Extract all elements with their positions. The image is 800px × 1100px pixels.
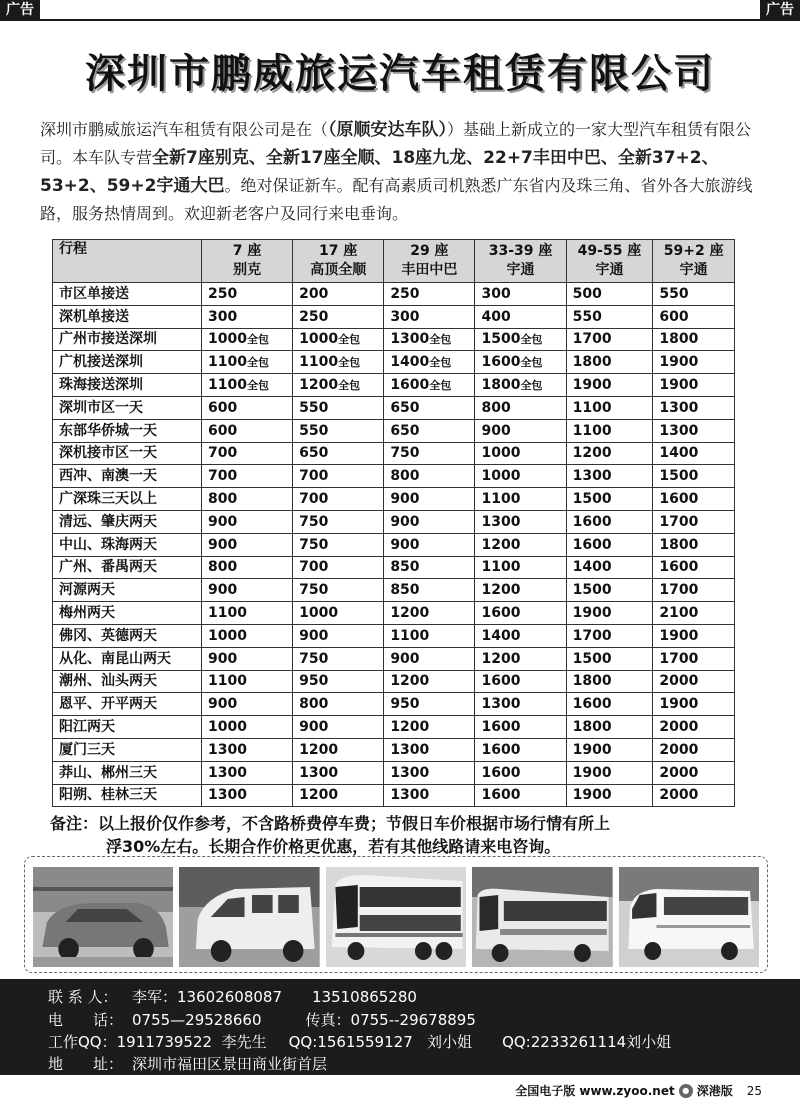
price-cell: 800 [293, 693, 384, 716]
route-cell: 广机接送深圳 [53, 351, 202, 374]
contact-line-person: 联 系 人： 李军：13602608087 13510865280 [48, 988, 417, 1006]
price-cell: 1900 [653, 624, 735, 647]
price-cell: 750 [293, 510, 384, 533]
price-cell: 1300 [475, 510, 566, 533]
table-row [53, 283, 735, 306]
table-row [53, 602, 735, 625]
table-row [53, 670, 735, 693]
phone-number[interactable]: 0755—29528660 [132, 1011, 262, 1029]
header-vehicle-4 [566, 240, 653, 283]
price-cell: 900 [384, 533, 475, 556]
footer-site[interactable]: 全国电子版 www.zyoo.net [515, 1084, 675, 1098]
table-row [53, 716, 735, 739]
qq-3[interactable]: 2233261114刘小姐 [530, 1033, 672, 1051]
price-cell: 1200 [384, 716, 475, 739]
table-row [53, 396, 735, 419]
price-cell: 700 [293, 465, 384, 488]
price-cell: 700 [293, 488, 384, 511]
route-cell: 珠海接送深圳 [53, 374, 202, 397]
price-cell: 200 [293, 283, 384, 306]
price-cell: 1100全包 [202, 374, 293, 397]
route-cell: 广州、番禺两天 [53, 556, 202, 579]
price-cell: 1600 [475, 761, 566, 784]
header-seats: 7 座 [232, 243, 262, 259]
price-cell: 1500 [653, 465, 735, 488]
price-cell: 1700 [566, 328, 653, 351]
page-footer [515, 1082, 762, 1099]
mobile-2[interactable]: 13510865280 [312, 988, 417, 1006]
route-cell: 从化、南昆山两天 [53, 647, 202, 670]
price-cell: 1100 [202, 602, 293, 625]
price-cell: 750 [384, 442, 475, 465]
price-cell: 1900 [566, 602, 653, 625]
price-cell: 1700 [653, 510, 735, 533]
route-cell: 广州市接送深圳 [53, 328, 202, 351]
price-cell: 1600 [475, 716, 566, 739]
price-cell: 600 [202, 396, 293, 419]
route-cell: 深机单接送 [53, 305, 202, 328]
price-cell: 400 [475, 305, 566, 328]
price-cell: 500 [566, 283, 653, 306]
price-cell: 2100 [653, 602, 735, 625]
table-row [53, 465, 735, 488]
price-cell: 750 [293, 647, 384, 670]
price-cell: 1000 [202, 716, 293, 739]
price-cell: 900 [384, 647, 475, 670]
qq-1[interactable]: 1911739522 [116, 1033, 213, 1051]
price-cell: 1200 [293, 738, 384, 761]
price-cell: 1200 [475, 647, 566, 670]
price-cell: 1000 [475, 465, 566, 488]
price-cell: 1500 [566, 488, 653, 511]
price-cell: 900 [202, 647, 293, 670]
price-cell: 1300 [293, 761, 384, 784]
ad-tag-left: 广告 [0, 0, 40, 20]
route-cell: 阳江两天 [53, 716, 202, 739]
route-cell: 西冲、南澳一天 [53, 465, 202, 488]
qq-2[interactable]: 1561559127 [317, 1033, 413, 1051]
header-seats: 33-39 座 [488, 243, 553, 259]
page-number: 25 [746, 1083, 762, 1098]
table-header-row [53, 240, 735, 283]
note [50, 812, 770, 858]
price-cell: 1100 [202, 670, 293, 693]
table-row [53, 556, 735, 579]
footer-edition: 深港版 [696, 1084, 733, 1098]
price-cell: 1400 [475, 624, 566, 647]
price-cell: 1600全包 [475, 351, 566, 374]
header-model: 宇通 [506, 262, 535, 278]
price-cell: 1600 [566, 533, 653, 556]
price-cell: 1300 [384, 738, 475, 761]
header-vehicle-0 [202, 240, 293, 283]
route-cell: 深圳市区一天 [53, 396, 202, 419]
price-cell: 1200 [384, 670, 475, 693]
price-cell: 750 [293, 533, 384, 556]
price-cell: 1600 [475, 670, 566, 693]
package-suffix: 全包 [520, 355, 543, 369]
price-cell: 550 [566, 305, 653, 328]
note-line-2: 浮30%左右。长期合作价格更优惠，若有其他线路请来电咨询。 [106, 837, 561, 856]
photo-toyota-coaster [619, 867, 759, 967]
price-cell: 2000 [653, 670, 735, 693]
price-cell: 1300 [202, 761, 293, 784]
table-row [53, 624, 735, 647]
price-cell: 1000 [475, 442, 566, 465]
price-cell: 1300 [384, 784, 475, 807]
edition-badge-icon: ● [679, 1084, 693, 1098]
header-vehicle-5 [653, 240, 735, 283]
route-cell: 潮州、汕头两天 [53, 670, 202, 693]
price-cell: 1300 [566, 465, 653, 488]
price-cell: 700 [293, 556, 384, 579]
price-cell: 1800全包 [475, 374, 566, 397]
price-cell: 1900 [653, 374, 735, 397]
price-cell: 1200 [475, 579, 566, 602]
header-vehicle-3 [475, 240, 566, 283]
price-cell: 1600 [566, 693, 653, 716]
table-row [53, 784, 735, 807]
header-model: 高顶全顺 [310, 262, 367, 278]
table-row [53, 533, 735, 556]
price-cell: 1900 [566, 374, 653, 397]
package-suffix: 全包 [246, 355, 269, 369]
price-cell: 1600 [475, 602, 566, 625]
table-row [53, 761, 735, 784]
price-cell: 1200 [293, 784, 384, 807]
price-cell: 1100全包 [293, 351, 384, 374]
price-cell: 1800 [653, 328, 735, 351]
price-cell: 1700 [653, 579, 735, 602]
price-cell: 1900 [566, 738, 653, 761]
price-cell: 1100 [475, 488, 566, 511]
price-cell: 2000 [653, 738, 735, 761]
price-cell: 1100 [566, 419, 653, 442]
price-cell: 900 [202, 533, 293, 556]
price-cell: 300 [475, 283, 566, 306]
price-cell: 800 [384, 465, 475, 488]
price-cell: 1900 [653, 351, 735, 374]
price-cell: 550 [293, 419, 384, 442]
price-cell: 700 [202, 465, 293, 488]
price-cell: 1000全包 [202, 328, 293, 351]
price-cell: 1300全包 [384, 328, 475, 351]
price-cell: 900 [475, 419, 566, 442]
price-cell: 1100 [384, 624, 475, 647]
table-row [53, 693, 735, 716]
header-model: 别克 [233, 262, 262, 278]
header-seats: 17 座 [319, 243, 358, 259]
table-row [53, 374, 735, 397]
price-cell: 1900 [566, 761, 653, 784]
price-cell: 250 [384, 283, 475, 306]
photo-ford-transit [179, 867, 319, 967]
intro-paragraph: 深圳市鹏威旅运汽车租赁有限公司是在（（原顺安达车队））基础上新成立的一家大型汽车租赁有限公司。本车队专营全新7座别克、全新17座全顺、18座九龙、22+7丰田中巴、全新37+2、53+2、59+2宇通大巴。绝对保证新车。配有高素质司机熟悉广东省内及珠三角、省外各大旅游线路，服务热情周到。欢迎新老客户及同行来电垂询。 [40, 120, 753, 223]
price-cell: 900 [202, 579, 293, 602]
table-row [53, 510, 735, 533]
price-cell: 2000 [653, 761, 735, 784]
price-cell: 550 [293, 396, 384, 419]
price-cell: 1600 [653, 488, 735, 511]
contact-block [0, 979, 800, 1075]
table-row [53, 579, 735, 602]
route-cell: 莽山、郴州三天 [53, 761, 202, 784]
price-cell: 650 [384, 419, 475, 442]
price-cell: 1200 [475, 533, 566, 556]
photo-yutong-double-decker [326, 867, 466, 967]
table-row [53, 488, 735, 511]
top-divider [0, 19, 800, 21]
route-cell: 广深珠三天以上 [53, 488, 202, 511]
contact-line-phone: 电 话： 0755—29528660 传真：0755--29678895 [48, 1011, 476, 1029]
route-cell: 河源两天 [53, 579, 202, 602]
price-cell: 1500 [566, 647, 653, 670]
price-cell: 850 [384, 556, 475, 579]
price-cell: 950 [293, 670, 384, 693]
price-cell: 1700 [653, 647, 735, 670]
page-title: 深圳市鹏威旅运汽车租赁有限公司 [85, 50, 715, 97]
price-cell: 900 [202, 693, 293, 716]
price-cell: 650 [384, 396, 475, 419]
price-cell: 1400 [566, 556, 653, 579]
price-cell: 1300 [202, 784, 293, 807]
price-cell: 1000 [202, 624, 293, 647]
package-suffix: 全包 [520, 332, 543, 346]
price-cell: 1800 [566, 670, 653, 693]
table-row [53, 305, 735, 328]
price-cell: 1800 [566, 351, 653, 374]
price-cell: 1800 [653, 533, 735, 556]
note-line-1: 备注：以上报价仅作参考，不含路桥费停车费；节假日车价根据市场行情有所上 [50, 814, 611, 833]
package-suffix: 全包 [246, 378, 269, 392]
route-cell: 市区单接送 [53, 283, 202, 306]
price-cell: 550 [653, 283, 735, 306]
route-cell: 深机接市区一天 [53, 442, 202, 465]
photo-yutong-coach [472, 867, 612, 967]
package-suffix: 全包 [429, 378, 452, 392]
price-cell: 1500 [566, 579, 653, 602]
mobile-1[interactable]: 13602608087 [177, 988, 282, 1006]
price-cell: 800 [202, 488, 293, 511]
package-suffix: 全包 [246, 332, 269, 346]
price-cell: 1600 [566, 510, 653, 533]
price-cell: 1200 [384, 602, 475, 625]
address: 深圳市福田区景田商业街首层 [132, 1055, 328, 1073]
price-cell: 300 [202, 305, 293, 328]
price-cell: 1400全包 [384, 351, 475, 374]
table-row [53, 351, 735, 374]
price-cell: 1200 [566, 442, 653, 465]
price-cell: 1100 [566, 396, 653, 419]
price-cell: 1700 [566, 624, 653, 647]
price-cell: 1300 [384, 761, 475, 784]
price-cell: 1100 [475, 556, 566, 579]
route-cell: 清远、肇庆两天 [53, 510, 202, 533]
price-cell: 1300 [653, 419, 735, 442]
price-cell: 1800 [566, 716, 653, 739]
header-vehicle-2 [384, 240, 475, 283]
price-cell: 250 [293, 305, 384, 328]
route-cell: 梅州两天 [53, 602, 202, 625]
price-cell: 900 [202, 510, 293, 533]
price-cell: 1600 [475, 784, 566, 807]
vehicle-photo-strip [24, 856, 768, 973]
price-cell: 1300 [202, 738, 293, 761]
price-cell: 1000 [293, 602, 384, 625]
table-row [53, 419, 735, 442]
ad-tag-right: 广告 [760, 0, 800, 20]
package-suffix: 全包 [429, 332, 452, 346]
price-cell: 1900 [566, 784, 653, 807]
route-cell: 恩平、开平两天 [53, 693, 202, 716]
price-cell: 900 [293, 624, 384, 647]
price-cell: 1600 [653, 556, 735, 579]
price-cell: 2000 [653, 784, 735, 807]
fax-number: 0755--29678895 [350, 1011, 476, 1029]
price-cell: 800 [475, 396, 566, 419]
price-cell: 1000全包 [293, 328, 384, 351]
route-cell: 中山、珠海两天 [53, 533, 202, 556]
table-row [53, 442, 735, 465]
header-seats: 49-55 座 [577, 243, 642, 259]
price-cell: 1600全包 [384, 374, 475, 397]
route-cell: 厦门三天 [53, 738, 202, 761]
price-cell: 950 [384, 693, 475, 716]
table-row [53, 328, 735, 351]
price-cell: 600 [202, 419, 293, 442]
price-cell: 900 [384, 488, 475, 511]
contact-line-qq: 工作QQ：1911739522 李先生 QQ:1561559127 刘小姐 QQ:2233261114刘小姐 [48, 1033, 672, 1051]
route-cell: 阳朔、桂林三天 [53, 784, 202, 807]
price-cell: 900 [384, 510, 475, 533]
header-model: 宇通 [679, 262, 708, 278]
price-cell: 750 [293, 579, 384, 602]
header-vehicle-1 [293, 240, 384, 283]
price-cell: 1200全包 [293, 374, 384, 397]
price-cell: 1100全包 [202, 351, 293, 374]
price-cell: 1300 [475, 693, 566, 716]
header-model: 丰田中巴 [401, 262, 458, 278]
price-cell: 250 [202, 283, 293, 306]
price-table [52, 239, 735, 807]
package-suffix: 全包 [520, 378, 543, 392]
photo-buick-mpv [33, 867, 173, 967]
price-cell: 700 [202, 442, 293, 465]
package-suffix: 全包 [429, 355, 452, 369]
package-suffix: 全包 [338, 332, 361, 346]
route-cell: 东部华侨城一天 [53, 419, 202, 442]
price-cell: 1400 [653, 442, 735, 465]
price-cell: 650 [293, 442, 384, 465]
price-cell: 800 [202, 556, 293, 579]
price-cell: 1500全包 [475, 328, 566, 351]
route-cell: 佛冈、英德两天 [53, 624, 202, 647]
contact-line-address: 地 址： 深圳市福田区景田商业街首层 [48, 1055, 328, 1073]
price-cell: 850 [384, 579, 475, 602]
price-cell: 1900 [653, 693, 735, 716]
price-cell: 900 [293, 716, 384, 739]
table-row [53, 647, 735, 670]
header-model: 宇通 [595, 262, 624, 278]
header-seats: 29 座 [410, 243, 449, 259]
price-cell: 600 [653, 305, 735, 328]
table-row [53, 738, 735, 761]
header-seats: 59+2 座 [663, 243, 724, 259]
price-cell: 1600 [475, 738, 566, 761]
package-suffix: 全包 [338, 378, 361, 392]
price-cell: 2000 [653, 716, 735, 739]
header-route: 行程 [53, 240, 202, 283]
price-cell: 1300 [653, 396, 735, 419]
price-cell: 300 [384, 305, 475, 328]
package-suffix: 全包 [338, 355, 361, 369]
